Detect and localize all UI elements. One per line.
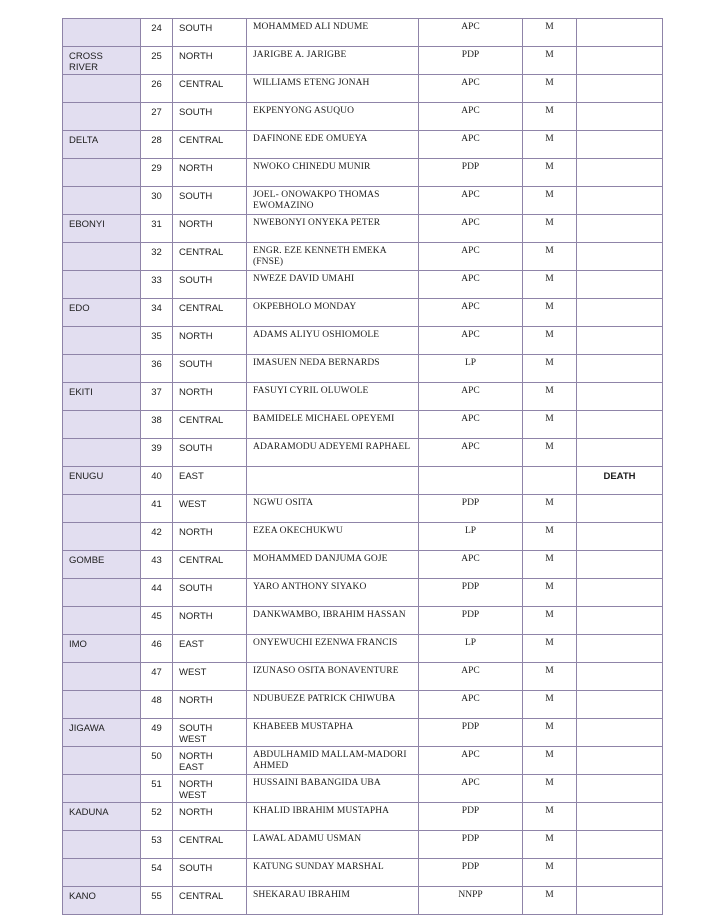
gender-cell: M: [523, 691, 577, 719]
table-row: [63, 887, 663, 915]
row-number: 43: [141, 551, 173, 579]
row-number: 49: [141, 719, 173, 747]
senatorial-zone: WEST: [173, 495, 247, 523]
gender-cell: M: [523, 355, 577, 383]
table-row: [63, 467, 663, 495]
table-row: [63, 75, 663, 103]
state-cell: [63, 663, 141, 691]
table-row: [63, 551, 663, 579]
state-cell: [63, 243, 141, 271]
senator-name: SHEKARAU IBRAHIM: [247, 887, 419, 915]
senator-name: EKPENYONG ASUQUO: [247, 103, 419, 131]
senatorial-zone: CENTRAL: [173, 887, 247, 915]
party-cell: PDP: [419, 47, 523, 75]
gender-cell: M: [523, 551, 577, 579]
row-number: 26: [141, 75, 173, 103]
row-number: 53: [141, 831, 173, 859]
remark-cell: [577, 383, 663, 411]
row-number: 33: [141, 271, 173, 299]
party-cell: APC: [419, 383, 523, 411]
state-cell: [63, 411, 141, 439]
party-cell: APC: [419, 131, 523, 159]
row-number: 35: [141, 327, 173, 355]
senator-name: MOHAMMED DANJUMA GOJE: [247, 551, 419, 579]
remark-cell: [577, 19, 663, 47]
state-cell: ENUGU: [63, 467, 141, 495]
senator-name: BAMIDELE MICHAEL OPEYEMI: [247, 411, 419, 439]
party-cell: [419, 467, 523, 495]
remark-cell: [577, 495, 663, 523]
gender-cell: M: [523, 887, 577, 915]
table-row: [63, 187, 663, 215]
senatorial-zone: NORTH: [173, 691, 247, 719]
table-row: [63, 243, 663, 271]
row-number: 42: [141, 523, 173, 551]
senator-name: JOEL- ONOWAKPO THOMAS EWOMAZINO: [247, 187, 419, 215]
senatorial-zone: EAST: [173, 635, 247, 663]
senatorial-zone: CENTRAL: [173, 131, 247, 159]
state-cell: [63, 859, 141, 887]
table-row: [63, 495, 663, 523]
state-cell: [63, 327, 141, 355]
gender-cell: M: [523, 523, 577, 551]
party-cell: PDP: [419, 719, 523, 747]
state-cell: [63, 19, 141, 47]
senatorial-zone: NORTH: [173, 383, 247, 411]
party-cell: LP: [419, 355, 523, 383]
senator-name: ENGR. EZE KENNETH EMEKA (FNSE): [247, 243, 419, 271]
table-row: [63, 271, 663, 299]
remark-cell: [577, 831, 663, 859]
remark-cell: [577, 691, 663, 719]
row-number: 39: [141, 439, 173, 467]
senatorial-zone: SOUTH: [173, 103, 247, 131]
row-number: 55: [141, 887, 173, 915]
table-row: [63, 719, 663, 747]
party-cell: PDP: [419, 859, 523, 887]
senator-name: NDUBUEZE PATRICK CHIWUBA: [247, 691, 419, 719]
senator-name: DAFINONE EDE OMUEYA: [247, 131, 419, 159]
table-row: [63, 635, 663, 663]
party-cell: PDP: [419, 831, 523, 859]
gender-cell: M: [523, 831, 577, 859]
row-number: 50: [141, 747, 173, 775]
table-row: [63, 803, 663, 831]
party-cell: LP: [419, 523, 523, 551]
row-number: 38: [141, 411, 173, 439]
gender-cell: M: [523, 439, 577, 467]
gender-cell: [523, 467, 577, 495]
senator-name: MOHAMMED ALI NDUME: [247, 19, 419, 47]
senatorial-zone: SOUTH: [173, 19, 247, 47]
party-cell: APC: [419, 243, 523, 271]
row-number: 29: [141, 159, 173, 187]
row-number: 54: [141, 859, 173, 887]
party-cell: APC: [419, 663, 523, 691]
gender-cell: M: [523, 803, 577, 831]
table-row: [63, 383, 663, 411]
senatorial-zone: SOUTH: [173, 187, 247, 215]
remark-cell: [577, 747, 663, 775]
gender-cell: M: [523, 579, 577, 607]
remark-cell: [577, 271, 663, 299]
gender-cell: M: [523, 327, 577, 355]
table-row: [63, 411, 663, 439]
senatorial-zone: SOUTH: [173, 271, 247, 299]
senator-name: NWEBONYI ONYEKA PETER: [247, 215, 419, 243]
party-cell: APC: [419, 327, 523, 355]
gender-cell: M: [523, 75, 577, 103]
senator-name: KHALID IBRAHIM MUSTAPHA: [247, 803, 419, 831]
remark-cell: [577, 607, 663, 635]
remark-cell: [577, 299, 663, 327]
gender-cell: M: [523, 19, 577, 47]
senator-name: NWEZE DAVID UMAHI: [247, 271, 419, 299]
gender-cell: M: [523, 103, 577, 131]
table-row: [63, 103, 663, 131]
gender-cell: M: [523, 719, 577, 747]
senatorial-zone: NORTH: [173, 215, 247, 243]
remark-cell: DEATH: [577, 467, 663, 495]
senator-name: IMASUEN NEDA BERNARDS: [247, 355, 419, 383]
senator-name: ABDULHAMID MALLAM-MADORI AHMED: [247, 747, 419, 775]
gender-cell: M: [523, 383, 577, 411]
party-cell: APC: [419, 19, 523, 47]
row-number: 37: [141, 383, 173, 411]
table-row: [63, 607, 663, 635]
gender-cell: M: [523, 495, 577, 523]
state-cell: [63, 103, 141, 131]
table-row: [63, 747, 663, 775]
gender-cell: M: [523, 215, 577, 243]
remark-cell: [577, 411, 663, 439]
party-cell: APC: [419, 747, 523, 775]
remark-cell: [577, 775, 663, 803]
senator-name: DANKWAMBO, IBRAHIM HASSAN: [247, 607, 419, 635]
gender-cell: M: [523, 271, 577, 299]
party-cell: PDP: [419, 579, 523, 607]
remark-cell: [577, 103, 663, 131]
senator-name: OKPEBHOLO MONDAY: [247, 299, 419, 327]
party-cell: APC: [419, 775, 523, 803]
party-cell: APC: [419, 271, 523, 299]
remark-cell: [577, 327, 663, 355]
remark-cell: [577, 859, 663, 887]
senatorial-zone: NORTH WEST: [173, 775, 247, 803]
senatorial-zone: CENTRAL: [173, 411, 247, 439]
row-number: 44: [141, 579, 173, 607]
row-number: 32: [141, 243, 173, 271]
gender-cell: M: [523, 159, 577, 187]
table-row: [63, 159, 663, 187]
senator-name: NGWU OSITA: [247, 495, 419, 523]
table-row: [63, 523, 663, 551]
senator-name: EZEA OKECHUKWU: [247, 523, 419, 551]
row-number: 36: [141, 355, 173, 383]
senator-name: LAWAL ADAMU USMAN: [247, 831, 419, 859]
party-cell: PDP: [419, 495, 523, 523]
state-cell: [63, 355, 141, 383]
row-number: 28: [141, 131, 173, 159]
remark-cell: [577, 187, 663, 215]
senatorial-zone: SOUTH: [173, 355, 247, 383]
senator-name: IZUNASO OSITA BONAVENTURE: [247, 663, 419, 691]
party-cell: APC: [419, 215, 523, 243]
remark-cell: [577, 159, 663, 187]
gender-cell: M: [523, 775, 577, 803]
party-cell: PDP: [419, 607, 523, 635]
gender-cell: M: [523, 187, 577, 215]
table-row: [63, 355, 663, 383]
state-cell: [63, 607, 141, 635]
party-cell: LP: [419, 635, 523, 663]
gender-cell: M: [523, 607, 577, 635]
state-cell: [63, 495, 141, 523]
table-row: [63, 691, 663, 719]
remark-cell: [577, 803, 663, 831]
remark-cell: [577, 439, 663, 467]
gender-cell: M: [523, 747, 577, 775]
state-cell: [63, 579, 141, 607]
row-number: 46: [141, 635, 173, 663]
senatorial-zone: NORTH: [173, 523, 247, 551]
row-number: 48: [141, 691, 173, 719]
table-row: [63, 831, 663, 859]
remark-cell: [577, 887, 663, 915]
senator-name: ADARAMODU ADEYEMI RAPHAEL: [247, 439, 419, 467]
remark-cell: [577, 131, 663, 159]
table-row: [63, 131, 663, 159]
state-cell: [63, 439, 141, 467]
remark-cell: [577, 635, 663, 663]
gender-cell: M: [523, 243, 577, 271]
party-cell: APC: [419, 187, 523, 215]
state-cell: [63, 691, 141, 719]
row-number: 30: [141, 187, 173, 215]
state-cell: EDO: [63, 299, 141, 327]
party-cell: APC: [419, 551, 523, 579]
gender-cell: M: [523, 635, 577, 663]
senatorial-zone: SOUTH: [173, 859, 247, 887]
senator-name: KHABEEB MUSTAPHA: [247, 719, 419, 747]
row-number: 25: [141, 47, 173, 75]
party-cell: NNPP: [419, 887, 523, 915]
row-number: 41: [141, 495, 173, 523]
remark-cell: [577, 579, 663, 607]
state-cell: [63, 775, 141, 803]
table-row: [63, 439, 663, 467]
remark-cell: [577, 719, 663, 747]
senator-name: JARIGBE A. JARIGBE: [247, 47, 419, 75]
state-cell: KANO: [63, 887, 141, 915]
table-row: [63, 859, 663, 887]
table-row: [63, 775, 663, 803]
remark-cell: [577, 243, 663, 271]
senatorial-zone: CENTRAL: [173, 243, 247, 271]
state-cell: IMO: [63, 635, 141, 663]
senator-name: NWOKO CHINEDU MUNIR: [247, 159, 419, 187]
state-cell: KADUNA: [63, 803, 141, 831]
party-cell: APC: [419, 299, 523, 327]
party-cell: PDP: [419, 159, 523, 187]
senatorial-zone: SOUTH: [173, 579, 247, 607]
senator-name: KATUNG SUNDAY MARSHAL: [247, 859, 419, 887]
party-cell: APC: [419, 411, 523, 439]
party-cell: APC: [419, 691, 523, 719]
remark-cell: [577, 75, 663, 103]
remark-cell: [577, 47, 663, 75]
senatorial-zone: CENTRAL: [173, 75, 247, 103]
party-cell: APC: [419, 439, 523, 467]
state-cell: JIGAWA: [63, 719, 141, 747]
party-cell: APC: [419, 103, 523, 131]
remark-cell: [577, 523, 663, 551]
senatorial-zone: CENTRAL: [173, 831, 247, 859]
table-body: [63, 19, 663, 915]
senator-name: HUSSAINI BABANGIDA UBA: [247, 775, 419, 803]
senatorial-zone: NORTH: [173, 159, 247, 187]
state-cell: [63, 831, 141, 859]
senatorial-zone: NORTH: [173, 607, 247, 635]
state-cell: [63, 159, 141, 187]
row-number: 40: [141, 467, 173, 495]
senatorial-zone: SOUTH WEST: [173, 719, 247, 747]
gender-cell: M: [523, 859, 577, 887]
state-cell: EKITI: [63, 383, 141, 411]
senator-name: WILLIAMS ETENG JONAH: [247, 75, 419, 103]
senator-name: FASUYI CYRIL OLUWOLE: [247, 383, 419, 411]
row-number: 24: [141, 19, 173, 47]
state-cell: CROSS RIVER: [63, 47, 141, 75]
state-cell: [63, 187, 141, 215]
senatorial-zone: SOUTH: [173, 439, 247, 467]
row-number: 45: [141, 607, 173, 635]
row-number: 52: [141, 803, 173, 831]
table-row: [63, 579, 663, 607]
senators-table: [62, 18, 663, 915]
table-row: [63, 19, 663, 47]
table-row: [63, 215, 663, 243]
row-number: 51: [141, 775, 173, 803]
remark-cell: [577, 355, 663, 383]
gender-cell: M: [523, 411, 577, 439]
senatorial-zone: CENTRAL: [173, 299, 247, 327]
senator-name: ADAMS ALIYU OSHIOMOLE: [247, 327, 419, 355]
table-row: [63, 663, 663, 691]
state-cell: [63, 75, 141, 103]
senator-name: ONYEWUCHI EZENWA FRANCIS: [247, 635, 419, 663]
senator-name: [247, 467, 419, 495]
senatorial-zone: NORTH: [173, 47, 247, 75]
row-number: 27: [141, 103, 173, 131]
remark-cell: [577, 551, 663, 579]
senatorial-zone: WEST: [173, 663, 247, 691]
gender-cell: M: [523, 47, 577, 75]
senatorial-zone: EAST: [173, 467, 247, 495]
remark-cell: [577, 215, 663, 243]
gender-cell: M: [523, 131, 577, 159]
senatorial-zone: CENTRAL: [173, 551, 247, 579]
party-cell: PDP: [419, 803, 523, 831]
state-cell: [63, 747, 141, 775]
state-cell: [63, 523, 141, 551]
state-cell: GOMBE: [63, 551, 141, 579]
state-cell: [63, 271, 141, 299]
table-row: [63, 327, 663, 355]
senatorial-zone: NORTH EAST: [173, 747, 247, 775]
gender-cell: M: [523, 299, 577, 327]
table-row: [63, 299, 663, 327]
senatorial-zone: NORTH: [173, 327, 247, 355]
state-cell: DELTA: [63, 131, 141, 159]
senatorial-zone: NORTH: [173, 803, 247, 831]
row-number: 34: [141, 299, 173, 327]
table-row: [63, 47, 663, 75]
remark-cell: [577, 663, 663, 691]
state-cell: EBONYI: [63, 215, 141, 243]
row-number: 47: [141, 663, 173, 691]
party-cell: APC: [419, 75, 523, 103]
senator-name: YARO ANTHONY SIYAKO: [247, 579, 419, 607]
row-number: 31: [141, 215, 173, 243]
gender-cell: M: [523, 663, 577, 691]
